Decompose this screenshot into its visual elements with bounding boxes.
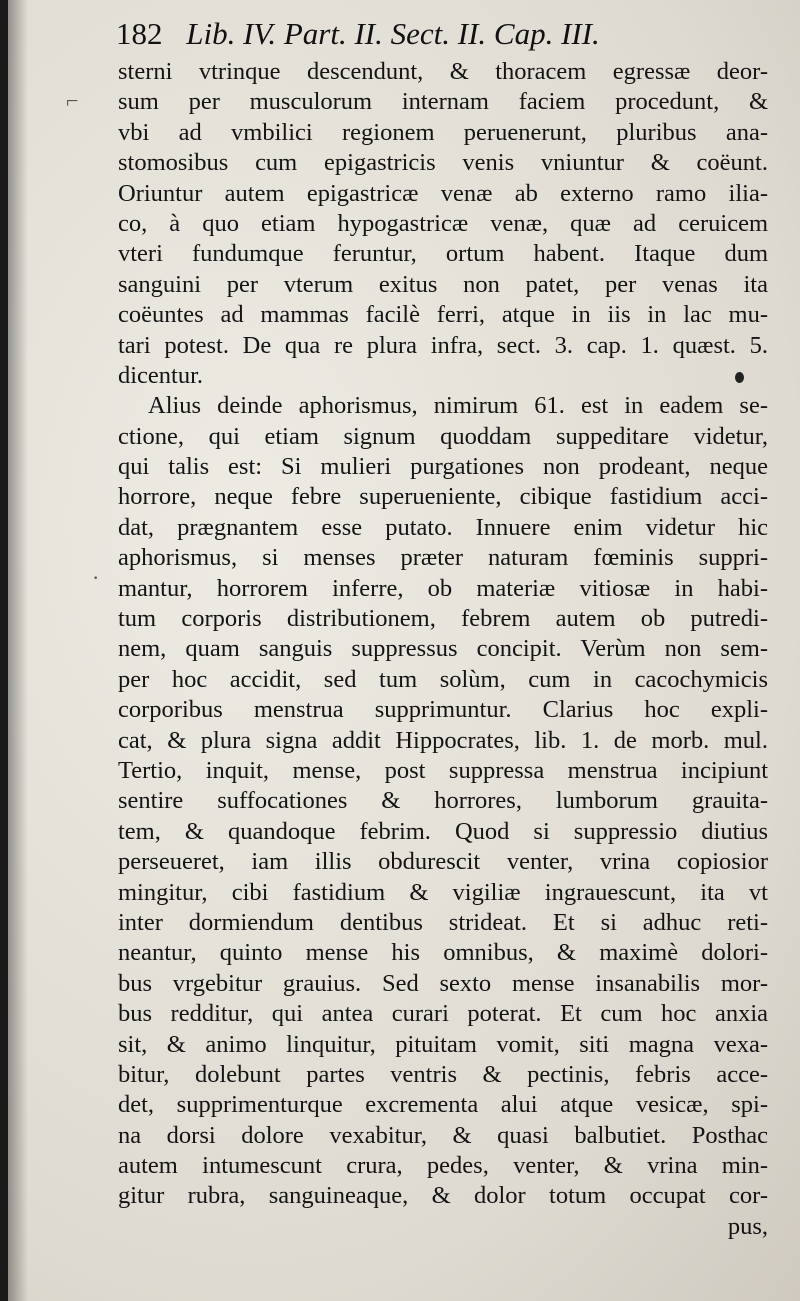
text-line: vbi ad vmbilici regionem peruenerunt, pluribus ana- <box>118 118 768 146</box>
margin-mark: · <box>92 565 100 590</box>
text-line: tari potest. De qua re plura infra, sect. 3. cap. 1. quæst. 5. <box>118 331 768 359</box>
text-line: cat, & plura signa addit Hippocrates, lib. 1. de morb. mul. <box>118 726 768 754</box>
text-line: det, supprimenturque excrementa alui atque vesicæ, spi- <box>118 1091 768 1119</box>
text-line: dicentur. <box>118 361 204 389</box>
text-line: co, à quo etiam hypogastricæ venæ, quæ ad ceruicem <box>118 209 768 237</box>
text-line: tem, & quandoque febrim. Quod si suppressio diutius <box>118 817 768 845</box>
text-line: sentire suffocationes & horrores, lumborum grauita- <box>118 787 768 815</box>
text-line: neantur, quinto mense his omnibus, & maximè dolori- <box>118 939 768 967</box>
text-line: dat, prægnantem esse putato. Innuere enim videtur hic <box>118 513 768 541</box>
text-line: Tertio, inquit, mense, post suppressa menstrua incipiunt <box>118 756 768 784</box>
text-line: tum corporis distributionem, febrem autem ob putredi- <box>118 605 768 633</box>
text-line: Oriuntur autem epigastricæ venæ ab externo ramo ilia- <box>118 179 768 207</box>
text-line: gitur rubra, sanguineaque, & dolor totum occupat cor- <box>118 1182 768 1210</box>
text-line: bitur, dolebunt partes ventris & pectinis, febris acce- <box>118 1060 768 1088</box>
text-line: corporibus menstrua supprimuntur. Clarius hoc expli- <box>118 696 768 724</box>
text-line: sit, & animo linquitur, pituitam vomit, siti magna vexa- <box>118 1030 768 1058</box>
text-line: bus redditur, qui antea curari poterat. Et cum hoc anxia <box>118 1000 768 1028</box>
text-line: na dorsi dolore vexabitur, & quasi balbutiet. Posthac <box>118 1121 768 1149</box>
text-line: per hoc accidit, sed tum solùm, cum in cacochymicis <box>118 665 768 693</box>
catchword-line: pus, <box>727 1212 768 1240</box>
book-page <box>8 0 800 1301</box>
text-line: sum per musculorum internam faciem procedunt, & <box>118 88 768 116</box>
page-header <box>116 14 696 54</box>
ink-spot <box>735 372 744 383</box>
text-line: perseueret, iam illis obdurescit venter, vrina copiosior <box>118 848 768 876</box>
text-line: stomosibus cum epigastricis venis vniuntur & coëunt. <box>118 149 768 177</box>
text-line: mantur, horrorem inferre, ob materiæ vitiosæ in habi- <box>118 574 768 602</box>
text-line: aphorismus, si menses præter naturam fœminis suppri- <box>118 544 768 572</box>
text-line: mingitur, cibi fastidium & vigiliæ ingrauescunt, ita vt <box>118 878 768 906</box>
text-line: sanguini per vterum exitus non patet, per venas ita <box>118 270 768 298</box>
text-line: bus vrgebitur grauius. Sed sexto mense insanabilis mor- <box>118 969 768 997</box>
paragraph-start-line: Alius deinde aphorismus, nimirum 61. est in eadem se- <box>148 392 768 420</box>
text-line: ctione, qui etiam signum quoddam suppeditare videtur, <box>118 422 768 450</box>
text-line: sterni vtrinque descendunt, & thoracem egressæ deor- <box>118 58 768 85</box>
text-line: vteri fundumque feruntur, ortum habent. Itaque dum <box>118 240 768 268</box>
text-body <box>118 57 768 1242</box>
page-number: 182 <box>116 16 163 51</box>
text-line: horrore, neque febre superueniente, cibique fastidium acci- <box>118 483 768 511</box>
text-line: coëuntes ad mammas facilè ferri, atque in iis in lac mu- <box>118 301 768 329</box>
text-line: autem intumescunt crura, pedes, venter, & vrina min- <box>118 1152 768 1180</box>
text-line: nem, quam sanguis suppressus concipit. Verùm non sem- <box>118 635 768 663</box>
text-line: qui talis est: Si mulieri purgationes non prodeant, neque <box>118 453 768 481</box>
running-title: Lib. IV. Part. II. Sect. II. Cap. III. <box>186 16 600 51</box>
text-line: inter dormiendum dentibus strideat. Et si adhuc reti- <box>118 908 768 936</box>
page-edge-shadow <box>8 0 28 1301</box>
margin-mark: ⌐ <box>66 88 79 113</box>
